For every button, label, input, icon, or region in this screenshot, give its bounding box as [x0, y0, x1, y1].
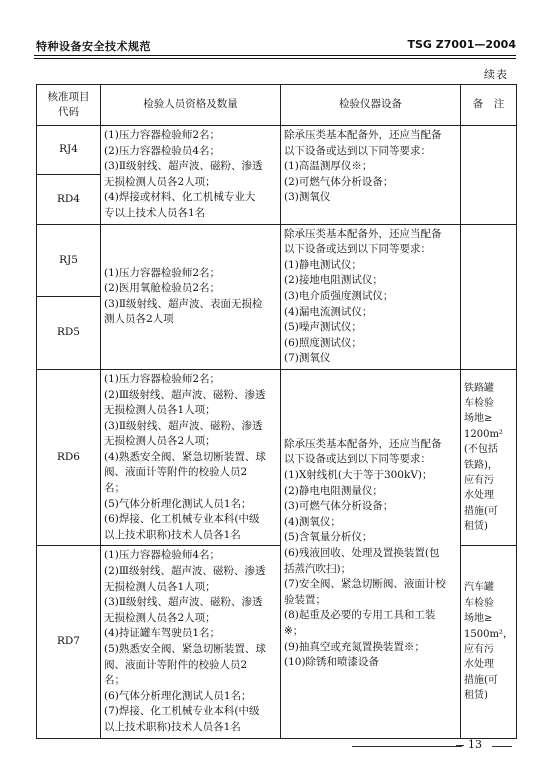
text-line: (4)熟悉安全阀、紧急切断装置、球 [104, 450, 266, 463]
text-line: 以下设备或达到以下同等要求： [284, 453, 431, 466]
text-line: 水处理 [464, 659, 494, 671]
text-line: (7)测氧仪 [284, 352, 331, 365]
text-line: 措施(可 [464, 674, 498, 686]
text-line: (8)起重及必要的专用工具和工装 [284, 609, 436, 622]
text-line: 铁路罐 [464, 382, 494, 394]
text-line: (5)气体分析理化测试人员1名； [104, 497, 252, 510]
text-line: 应有污 [464, 475, 494, 487]
text-line: (1)高温测厚仪※； [284, 160, 373, 173]
text-line: 阀、液面计等附件的校验人员2 [104, 658, 248, 671]
header-rule [34, 55, 516, 56]
note-cell [461, 546, 517, 738]
text-line: (2)Ⅲ级射线、超声波、磁粉、渗透 [104, 388, 266, 401]
header-note-col: 备 注 [461, 85, 517, 126]
text-line: 以上技术职称)技术人员各1名 [104, 720, 241, 733]
text-line: 铁路)， [464, 459, 498, 471]
text-line: (4)漏电流测试仪； [284, 305, 373, 318]
equipment-cell [281, 224, 461, 369]
text-line: 专以上技术人员各1名 [104, 206, 206, 219]
requirements-table [36, 84, 517, 739]
text-line: 无损检测人员各1人项； [104, 404, 216, 417]
text-line: 以下设备或达到以下同等要求： [284, 144, 431, 157]
text-line: (5)噪声测试仪； [284, 321, 362, 334]
text-line: (7)安全阀、紧急切断阀、液面计校 [284, 578, 446, 591]
row-code: RJ5 [37, 224, 101, 297]
text-line: 验装置； [284, 593, 326, 606]
text-line: (3)Ⅱ级射线、超声波、磁粉、渗透 [104, 419, 263, 432]
text-line: 无损检测人员各2人项； [104, 611, 216, 624]
text-line: 测人员各2人项 [104, 313, 174, 326]
text-line: (2)接地电阻测试仪； [284, 274, 383, 287]
text-line: (4)持证罐车驾驶员1名； [104, 627, 221, 640]
note-cell [461, 126, 517, 225]
text-line: 汽车罐 [464, 582, 494, 594]
text-line: (6)焊接、化工机械专业本科(中级 [104, 513, 260, 526]
header-equipment-col: 检验仪器设备 [281, 85, 461, 126]
text-line: (5)含氧量分析仪； [284, 531, 373, 544]
text-line: 阀、液面计等附件的校验人员2 [104, 466, 248, 479]
text-line: (4)焊接或材料、化工机械专业大 [104, 191, 256, 204]
staff-cell [101, 224, 281, 369]
row-code: RD5 [37, 297, 101, 370]
text-line: (3)测氧仪 [284, 191, 331, 204]
text-line: 除承压类基本配备外，还应当配备 [284, 437, 442, 450]
text-line: 车检验 [464, 597, 494, 609]
text-line: 租赁) [464, 690, 488, 702]
text-line: 无损检测人员各2人项； [104, 175, 216, 188]
text-line: (1)X射线机(大于等于300kV)； [284, 468, 433, 481]
equipment-cell [281, 369, 461, 738]
text-line: 场地≥ [464, 413, 493, 425]
text-line: 租赁) [464, 521, 488, 533]
text-line: (6)残液回收、处理及置换装置(包 [284, 546, 440, 559]
text-line: (7)焊接、化工机械专业本科(中级 [104, 705, 260, 718]
page-number: 13 [468, 738, 482, 751]
text-line: (3)Ⅱ级射线、超声波、磁粉、渗透 [104, 596, 263, 609]
staff-cell [101, 369, 281, 546]
continued-label: 续表 [484, 68, 508, 81]
text-line: 以下设备或达到以下同等要求： [284, 243, 431, 256]
row-code: RD4 [37, 175, 101, 224]
text-line: (4)测氧仪； [284, 515, 341, 528]
row-code: RD7 [37, 546, 101, 738]
note-cell [461, 224, 517, 369]
footer-rule-right [492, 746, 512, 747]
staff-cell [101, 546, 281, 738]
row-code: RJ4 [37, 126, 101, 175]
text-line: 车检验 [464, 398, 494, 410]
text-line: 水处理 [464, 490, 494, 502]
header-title: 特种设备安全技术规范 [36, 40, 151, 53]
text-line: (2)静电电阻测量仪； [284, 484, 383, 497]
header-staff-col: 检验人员资格及数量 [101, 85, 281, 126]
text-line: (1)压力容器检验师4名； [104, 549, 221, 562]
text-line: (1)压力容器检验师2名； [104, 372, 221, 385]
text-line: (10)除锈和喷漆设备 [284, 656, 380, 669]
table-row [37, 224, 517, 297]
text-line: (2)压力容器检验员4名； [104, 144, 221, 157]
text-line: (3)可燃气体分析设备； [284, 500, 394, 513]
text-line: 无损检测人员各2人项； [104, 435, 216, 448]
text-line: 除承压类基本配备外，还应当配备 [284, 227, 442, 240]
equipment-cell [281, 126, 461, 225]
text-line: ※； [284, 624, 304, 637]
text-line: 以上技术职称)技术人员各1名 [104, 528, 241, 541]
header-rule-thin [34, 58, 516, 59]
text-line: (9)抽真空或充氮置换装置※； [284, 640, 425, 653]
text-line: (2)医用氧舱检验员2名； [104, 282, 221, 295]
text-line: 名； [104, 674, 125, 687]
table-row [37, 369, 517, 546]
note-cell [461, 369, 517, 546]
text-line: 除承压类基本配备外，还应当配备 [284, 129, 442, 141]
text-line: (不包括 [464, 444, 498, 456]
header-code-col: 核准项目代码 [37, 85, 101, 126]
text-line: (3)电介质强度测试仪； [284, 289, 394, 302]
text-line: 名； [104, 482, 125, 495]
text-line: 无损检测人员各1人项； [104, 580, 216, 593]
text-line: 应有污 [464, 644, 494, 655]
table-header-row [37, 85, 517, 126]
text-line: (6)照度测试仪； [284, 336, 362, 349]
text-line: (1)压力容器检验师2名； [104, 129, 221, 141]
text-line: (5)熟悉安全阀、紧急切断装置、球 [104, 643, 266, 655]
text-line: (3)Ⅱ级射线、超声波、磁粉、渗透 [104, 160, 263, 173]
table-row [37, 126, 517, 175]
staff-cell [101, 126, 281, 225]
text-line: (3)Ⅱ级射线、超声波、表面无损检 [104, 297, 263, 310]
text-line: (6)气体分析理化测试人员1名； [104, 689, 252, 702]
row-code: RD6 [37, 369, 101, 546]
text-line: 场地≥ [464, 613, 493, 625]
text-line: (1)压力容器检验师2名； [104, 266, 221, 279]
text-line: 措施(可 [464, 505, 498, 517]
text-line: 1200m² [464, 428, 503, 440]
footer-rule [352, 746, 462, 747]
header-code: TSG Z7001—2004 [407, 38, 516, 51]
text-line: (2)Ⅲ级射线、超声波、磁粉、渗透 [104, 565, 266, 578]
text-line: 括蒸汽吹扫)； [284, 562, 352, 575]
text-line: 1500m²， [464, 628, 513, 640]
text-line: (1)静电测试仪； [284, 258, 362, 271]
text-line: (2)可燃气体分析设备； [284, 175, 394, 188]
footer-dash [456, 745, 464, 746]
